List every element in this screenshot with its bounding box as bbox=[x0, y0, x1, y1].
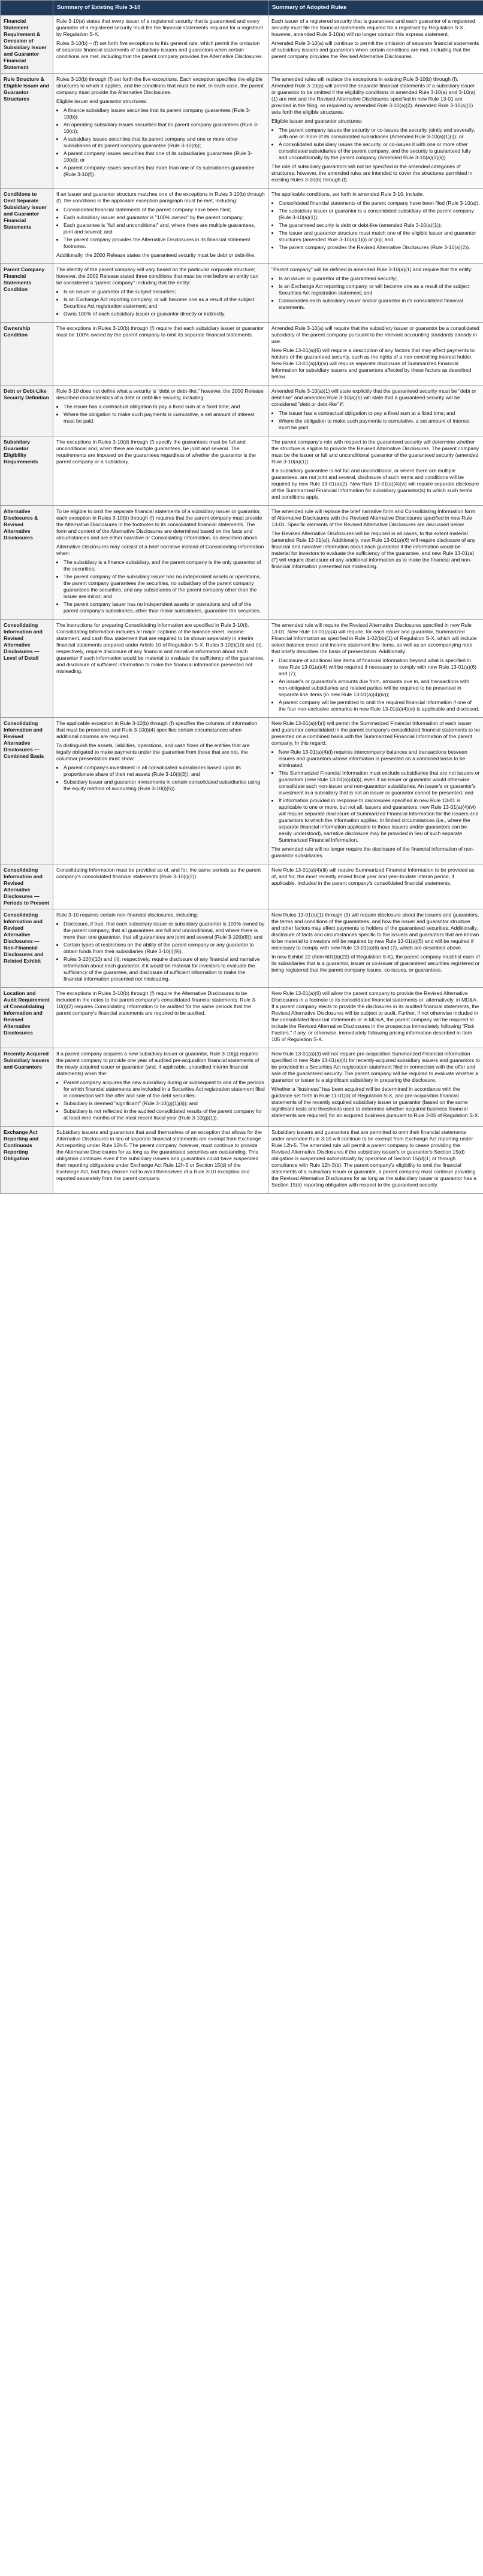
header-topic bbox=[1, 1, 53, 16]
paragraph: Subsidiary issuers and guarantors that are permitted to omit their financial statements under amended Rule 3-10 will continue to be exempt from Exchange Act reporting under Rule 12h-5. The amended rule will permit a parent company to cease providing the Revised Alternative Disclosures if the subsidiary issuer's or guarantor's Section 15(d) obligation is suspended automatically by operation of Section 15(d)(1) or through compliance with Rule 12h-3(b). The parent company's eligibility to omit the financial statements of a subsidiary issuer or guarantor, a parent company must continue providing the Revised Alternative Disclosures for as long as the subsidiary issuer or guarantor has a Section 15(d) reporting obligation with respect to the guaranteed security. bbox=[271, 1129, 477, 1188]
table-row bbox=[1, 1048, 483, 1127]
table-row bbox=[1, 1127, 483, 1194]
bullet-item: • The issuer has a contractual obligation to pay a fixed sum at a fixed time; and bbox=[64, 403, 265, 410]
bullet-item: • A consolidated subsidiary issues the security, or co-issues it with one or more other consolidated subsidiaries of the parent company, and the security is guaranteed fully and unconditionally by the parent company (Amended Rule 3-10(a)(1)(ii)). bbox=[279, 141, 480, 161]
bullet-item: • The subsidiary is a finance subsidiary, and the parent company is the only guarantor of the securities; bbox=[64, 559, 265, 572]
adopted-rule-cell bbox=[268, 386, 483, 436]
adopted-rule-cell bbox=[268, 988, 483, 1048]
paragraph: Rules 3-10(b) through (f) set forth the five exceptions. Each exception specifies the eligible structures to which it applies, and the conditions that must be met. In each case, the parent company must provide the Alternative Disclosures. bbox=[56, 76, 264, 96]
bullet-item: • Rules 3-10(i)(10) and (ii), respectively, require disclosure of any financial and narrative information about each guarantor, if it would be material for investors to evaluate the sufficiency of the guarantee, and disclosure of sufficient information to make the financial information presented not misleading. bbox=[64, 956, 265, 982]
existing-rule-cell bbox=[53, 718, 268, 864]
paragraph: Each issuer of a registered security that is guaranteed and each guarantor of a registered security must file the financial statements required for a registrant by Regulation S-X, however, amended Rule 3-10(a) will no longer contain this express statement. bbox=[271, 18, 475, 38]
paragraph: The amended rule will no longer require the disclosure of the financial information of non-guarantor subsidiaries. bbox=[271, 846, 475, 859]
bullet-item: • A parent company issues securities that one of its subsidiaries guarantees (Rule 3-10(e)); or bbox=[64, 150, 265, 163]
paragraph: Eligible issuer and guarantor structures: bbox=[271, 118, 363, 125]
paragraph: New Rule 13-01(a)(4)(iii) will require Summarized Financial Information to be provided as of, and for, the most recently ended fiscal year and year-to-date interim period, if applicable, included in the parent company's consolidated financial statements. bbox=[271, 867, 475, 887]
paragraph: New Rule 13-01(a)(3) will not require pre-acquisition Summarized Financial Information specified in new Rule 13-01(a)(4) for recently-acquired subsidiary issuers and guarantors to be provided in a Securities Act registration statement filed in connection with the offer and sale of the guaranteed security. The parent company will be required to evaluate whether a guarantor or issuer is a significant subsidiary in preparing the disclosure. bbox=[271, 1051, 480, 1084]
table-row bbox=[1, 264, 483, 323]
paragraph: Eligible issuer and guarantor structures: bbox=[56, 98, 147, 105]
bullet-list bbox=[56, 764, 265, 792]
row-topic: Ownership Condition bbox=[1, 323, 53, 386]
adopted-rule-cell bbox=[268, 189, 483, 264]
paragraph: Amended Rule 3-10(a) will continue to permit the omission of separate financial statements of subsidiary issuers and guarantors when certain conditions are met, including that the parent company provides the Revised Alternative Disclosures. bbox=[271, 40, 479, 60]
bullet-item: • Certain types of restrictions on the ability of the parent company or any guarantor to obtain funds from their subsidiaries (Rule 3-10(i)(9)). bbox=[64, 942, 265, 955]
bullet-list bbox=[56, 559, 265, 614]
bullet-list bbox=[56, 207, 265, 250]
header-existing-rule: Summary of Existing Rule 3-10 bbox=[53, 1, 268, 16]
bullet-item: • The guaranteed security is debt or debt-like (amended Rule 3-10(a)(1)); bbox=[279, 222, 480, 229]
table-row bbox=[1, 386, 483, 436]
row-topic: Parent Company Financial Statements Condition bbox=[1, 264, 53, 323]
paragraph: New Rules 13-01(a)(1) through (3) will require disclosure about the issuers and guarantors, the terms and conditions of the guarantees, and how the issuer and guarantor structure and other factors may affect payments to holders of the guaranteed securities. Additionally, disclosure of facts and circumstances specific to the issuers and guarantors that are known to be material to investors will be required by new Rule 13-01(a)(5) and will be required if necessary to comply with new Rule 13-01(a)(6) and (7), which are described above. bbox=[271, 912, 479, 951]
paragraph: In new Exhibit 22 (Item 601(b)(22) of Regulation S-K), the parent company must list each of its subsidiaries that is a guarantor, issuer or co-issuer of guaranteed securities registered or being registered that the parent company issues, co-issues, or guarantees. bbox=[271, 954, 480, 973]
table-row bbox=[1, 506, 483, 620]
table-row bbox=[1, 323, 483, 386]
bullet-item: • The issuer has a contractual obligation to pay a fixed sum at a fixed time; and bbox=[279, 410, 480, 417]
bullet-item: • Is an issuer or guarantor of the guaranteed security; bbox=[279, 275, 480, 282]
paragraph: If an issuer and guarantor structure matches one of the exceptions in Rules 3-10(b) through (f), the conditions in the applicable exception paragraph must be met, including: bbox=[56, 191, 265, 204]
paragraph: The amended rules will replace the exceptions in existing Rule 3-10(b) through (f). Amended Rule 3-10(a) will permit the separate financial statements of a subsidiary issuer or guarantor to be omitted if the eligibility conditions in amended Rule 3-10(a) and 3-10(a)(1) are met and the Revised Alternative Disclosures specified in new Rule 13-01 are provided in the filing, as required by amended Rule 3-10(a)(2). Amended Rule 3-10(a)(1) sets forth the eligible structures. bbox=[271, 76, 476, 116]
table-row bbox=[1, 189, 483, 264]
row-topic: Consolidating Information and Revised Alternative Disclosures — Level of Detail bbox=[1, 620, 53, 718]
bullet-item: • An operating subsidiary issues securities that its parent company guarantees (Rule 3-10(c)); bbox=[64, 122, 265, 135]
table-row bbox=[1, 74, 483, 189]
table-row bbox=[1, 988, 483, 1048]
adopted-rule-cell bbox=[268, 1127, 483, 1194]
existing-rule-cell bbox=[53, 988, 268, 1048]
table-row bbox=[1, 864, 483, 909]
header-adopted-rules: Summary of Adopted Rules bbox=[268, 1, 483, 16]
table-row bbox=[1, 16, 483, 74]
row-topic: Financial Statement Requirement & Omission of Subsidiary Issuer and Guarantor Financial Statement bbox=[1, 16, 53, 74]
adopted-rule-cell bbox=[268, 620, 483, 718]
row-topic: Consolidating Information and Revised Alternative Disclosures — Combined Basis bbox=[1, 718, 53, 864]
existing-rule-cell bbox=[53, 909, 268, 988]
bullet-list bbox=[56, 403, 265, 424]
row-topic: Consolidating Information and Revised Alternative Disclosures — Non-Financial Disclosures and Related Exhibit bbox=[1, 909, 53, 988]
bullet-item: • A parent company will be permitted to omit the required financial information if one of the four non-exclusive scenarios in new Rule 13-01(a)(4)(vi) is applicable and disclosed. bbox=[279, 699, 480, 712]
paragraph: Rule 3-10 does not define what a security is "debt or debt-like;" however, the 2000 Release described characteristics of a debt or debt-like security, including: bbox=[56, 388, 264, 401]
bullet-item: • Disclosure, if true, that each subsidiary issuer or subsidiary guarantor is 100% owned by the parent company, that all guarantees are full and unconditional, and where there is more than one guarantor, that all guarantees are joint and several (Rule 3-10(i)(8)); and bbox=[64, 921, 265, 940]
paragraph: "Parent company" will be defined in amended Rule 3-10(a)(1) and require that the entity: bbox=[271, 266, 473, 273]
bullet-item: • Consolidated financial statements of the parent company have been filed (Rule 3-10(a)); bbox=[279, 200, 480, 207]
bullet-item: • Each subsidiary issuer and guarantor is "100% owned" by the parent company; bbox=[64, 214, 265, 221]
paragraph: Additionally, the 2000 Release states the guaranteed security must be debt or debt-like. bbox=[56, 252, 256, 259]
bullet-item: • New Rule 13-01(a)(4)(i) requires intercompany balances and transactions between issuers and guarantors whose information is presented on a combined basis to be eliminated; bbox=[279, 749, 480, 769]
bullet-item: • The parent company issues the security or co-issues the security, jointly and severally, with one or more of its consolidated subsidiaries (Amended Rule 3-10(a)(1)(i)); or bbox=[279, 127, 480, 140]
paragraph: Rule 3-10(a) states that every issuer of a registered security that is guaranteed and every guarantor of a registered security must file the financial statements required for a registrant by Regulation S-X. bbox=[56, 18, 263, 38]
existing-rule-cell bbox=[53, 386, 268, 436]
bullet-item: • The issuer and guarantor structure must match one of the eligible issuer and guarantor structures (amended Rule 3-10(a)(1)(i) or (ii)); and bbox=[279, 230, 480, 243]
paragraph: Amended Rule 3-10(a)(1) will state explicitly that the guaranteed security must be "debt or debt-like" and amended Rule 3-10(a)(1) will state that a guaranteed security will be considered "debt or debt-like" if: bbox=[271, 388, 476, 408]
bullet-list bbox=[271, 127, 480, 161]
paragraph: The applicable exception in Rule 3-10(b) through (f) specifies the columns of information that must be presented, and Rule 3-10(i)(4) specifies certain circumstances when additional columns are required. bbox=[56, 720, 258, 740]
bullet-item: • This Summarized Financial Information must exclude subsidiaries that are not issuers or guarantors (new Rule 13-01(a)(4)(i)), even if an issuer or guarantor would otherwise consolidate such non-issuer and non-guarantor subsidiaries. An issuer's or guarantor's investment in a subsidiary that is not an issuer or guarantor cannot be presented; and bbox=[279, 770, 480, 796]
adopted-rule-cell bbox=[268, 864, 483, 909]
paragraph: Alternative Disclosures may consist of a brief narrative instead of Consolidating Information when: bbox=[56, 544, 264, 557]
adopted-rule-cell bbox=[268, 16, 483, 74]
table-body bbox=[1, 16, 483, 1194]
existing-rule-cell bbox=[53, 264, 268, 323]
bullet-item: • The parent company provides the Revised Alternative Disclosures (Rule 3-10(a)(2)). bbox=[279, 244, 480, 251]
bullet-list bbox=[271, 657, 480, 712]
paragraph: The exceptions in Rules 3-10(b) through (f) require the Alternative Disclosures to be included in the notes to the parent company's consolidated financial statements. Rule 3-10(i)(2) requires Consolidating Information to be audited for the same periods that the parent company's financial statements are required to be audited. bbox=[56, 990, 257, 1017]
bullet-item: • Subsidiary is not reflected in the audited consolidated results of the parent company for at least nine months of the most recent fiscal year (Rule 3-10(g)(1)). bbox=[64, 1108, 265, 1121]
bullet-item: • Disclosure of additional line items of financial information beyond what is specified in new Rule 13-01(a)(4) will be required if necessary to comply with new Rule 13-01(a)(6) and (7); bbox=[279, 657, 480, 677]
bullet-item: • Subsidiary issuer and guarantor investments in certain consolidated subsidiaries using the equity method of accounting (Rule 3-10(i)(5)). bbox=[64, 779, 265, 792]
paragraph: The applicable conditions, set forth in amended Rule 3-10, include: bbox=[271, 191, 424, 198]
paragraph: The role of subsidiary guarantors will not be specified in the amended categories of structures; however, the amended rules are intended to cover the structures permitted in existing Rules 3-10(b) through (f). bbox=[271, 163, 473, 183]
paragraph: The instructions for preparing Consolidating Information are specified in Rule 3-10(i). Consolidating Information includes all major captions of the balance sheet, income statement, and cash flow statement that are required to be shown separately in interim financial statements prepared under Article 10 of Regulation S-X. Rules 3-10(i)(10) and (ii), respectively, require disclosure of any financial and narrative information about each guarantor if such information would be material to evaluate the sufficiency of the guarantee, and disclosure of sufficient information to make the financial information presented not misleading. bbox=[56, 622, 265, 675]
bullet-list bbox=[56, 289, 265, 317]
bullet-item: • Consolidated financial statements of the parent company have been filed; bbox=[64, 207, 265, 213]
paragraph: Whether a "business" has been acquired will be determined in accordance with the guidance set forth in Rule 11-01(d) of Regulation S-X, and pre-acquisition financial statements of the recently acquired subsidiary issuer or guarantor (based on the same significant tests and thresholds used to determine whether acquired business financial statements are required) for an acquired business pursuant to Rule 3-05 of Regulation S-X. bbox=[271, 1086, 479, 1119]
paragraph: If a parent company acquires a new subsidiary issuer or guarantor, Rule 3-10(g) requires the parent company to provide one year of audited pre-acquisition financial statements of the newly acquired issuer or guarantor (and, if applicable, unaudited interim financial statements) when the: bbox=[56, 1051, 259, 1077]
existing-rule-cell bbox=[53, 1048, 268, 1127]
table-row bbox=[1, 718, 483, 864]
bullet-item: • Each guarantee is "full and unconditional" and, where there are multiple guarantees, joint and several; and bbox=[64, 222, 265, 235]
bullet-item: • Subsidiary is deemed "significant" (Rule 3-10(g)(1)(ii)); and bbox=[64, 1100, 265, 1107]
paragraph: Rule 3-10 requires certain non-financial disclosures, including: bbox=[56, 912, 198, 918]
adopted-rule-cell bbox=[268, 1048, 483, 1127]
bullet-list bbox=[271, 749, 480, 844]
bullet-item: • The parent company of the subsidiary issuer has no independent assets or operations, the parent company guarantees the securities, no subsidiary of the parent company guarantees the securities, and any subsidiaries of the parent company other than the issuer are minor; and bbox=[64, 574, 265, 600]
paragraph: Subsidiary issuers and guarantors that avail themselves of an exception that allows for the Alternative Disclosures in lieu of separate financial statements are exempt from Exchange Act reporting under Rule 12h-5. The parent company, however, must continue to provide the Alternative Disclosures for as long as the guaranteed securities are outstanding. This obligation continues even if the subsidiary issuers and guarantors could have suspended their reporting obligations under Exchange Act Rule 12h-5 or Section 15(d) of the Exchange Act, had they chosen not to avail themselves of a Rule 3-10 exception and reported separately from the parent company. bbox=[56, 1129, 262, 1182]
bullet-item: • A parent company's investment in all consolidated subsidiaries based upon its proportionate share of their net assets (Rule 3-10(i)(3)); and bbox=[64, 764, 265, 778]
bullet-list bbox=[56, 107, 265, 178]
existing-rule-cell bbox=[53, 436, 268, 506]
row-topic: Subsidiary Guarantor Eligibility Requirements bbox=[1, 436, 53, 506]
bullet-item: • The subsidiary issuer or guarantor is a consolidated subsidiary of the parent company (Rule 3-10(a)(1)); bbox=[279, 208, 480, 221]
comparison-table bbox=[0, 0, 483, 1194]
table-row bbox=[1, 436, 483, 506]
bullet-item: • Is an issuer or guarantor of the subject securities; bbox=[64, 289, 265, 295]
adopted-rule-cell bbox=[268, 436, 483, 506]
bullet-item: • An issuer's or guarantor's amounts due from, amounts due to, and transactions with non-obligated subsidiaries and related parties will be required to be presented in separate line items (in new Rule 13-01(a)(4)(iv)); bbox=[279, 678, 480, 698]
table-header-row bbox=[1, 1, 483, 16]
bullet-item: • The parent company provides the Alternative Disclosures in its financial statement footnotes. bbox=[64, 236, 265, 250]
paragraph: The Revised Alternative Disclosures will be required in all cases, to the extent material (amended Rule 13-01(a)). Additionally, new Rule 13-01(a)(6) will require disclosure of any financial and narrative information about each guarantor if the information would be material for investors to evaluate the sufficiency of the guarantee, and new Rule 13-01(a)(7) will require disclosure of any additional information as to make the financial and non-financial information presented not misleading. bbox=[271, 530, 476, 570]
adopted-rule-cell bbox=[268, 74, 483, 189]
bullet-list bbox=[271, 410, 480, 431]
existing-rule-cell bbox=[53, 189, 268, 264]
existing-rule-cell bbox=[53, 16, 268, 74]
paragraph: If a subsidiary guarantee is not full and unconditional, or where there are multiple guarantees, are not joint and several, disclosure of such terms and conditions will be required by new Rule 13-01(a)(2). New Rule 13-01(a)(4)(vi) will require separate disclosure of the Summarized Financial Information for subsidiary guarantor(s) to which such terms and conditions apply. bbox=[271, 468, 479, 500]
paragraph: The exceptions in Rules 3-10(b) through (f) require that each subsidiary issuer or guarantor must be 100% owned by the parent company to omit its separate financial statements. bbox=[56, 325, 264, 338]
adopted-rule-cell bbox=[268, 506, 483, 620]
row-topic: Location and Audit Requirement of Consolidating Information and Revised Alternative Disclosures bbox=[1, 988, 53, 1048]
adopted-rule-cell bbox=[268, 909, 483, 988]
paragraph: Consolidating Information must be provided as of, and for, the same periods as the parent company's consolidated financial statements (Rule 3-10(i)(2)). bbox=[56, 867, 261, 880]
paragraph: Rules 3-10(b) – (f) set forth five exceptions to this general rule, which permit the omission of separate financial statements of subsidiary issuers and guarantors when certain conditions are met, including that the parent company provides the Alternative Disclosures. bbox=[56, 40, 263, 60]
row-topic: Conditions to Omit Separate Subsidiary Issuer and Guarantor Financial Statements bbox=[1, 189, 53, 264]
bullet-item: • A subsidiary issues securities that its parent company and one or more other subsidiaries of its parent company guarantee (Rule 3-10(d)); bbox=[64, 136, 265, 149]
paragraph: Amended Rule 3-10(a) will require that the subsidiary issuer or guarantor be a consolidated subsidiary of the parent company pursuant to the relevant accounting standards already in use. bbox=[271, 325, 479, 345]
paragraph: The parent company's role with respect to the guaranteed security will determine whether the structure is eligible to provide the Revised Alternative Disclosures. The parent company must be the issuer or full and unconditional guarantor of the guaranteed security (amended Rule 3-10(a)(1)). bbox=[271, 439, 479, 465]
bullet-item: • The parent company issuer has no independent assets or operations and all of the parent company's subsidiaries, other than minor subsidiaries, guarantee the securities. bbox=[64, 601, 265, 614]
adopted-rule-cell bbox=[268, 264, 483, 323]
bullet-item: • Is an Exchange Act reporting company, or will become one as a result of the subject Securities Act registration statement; and bbox=[64, 296, 265, 310]
bullet-item: • A parent company issues securities that more than one of its subsidiaries guarantee (Rule 3-10(f)). bbox=[64, 165, 265, 178]
bullet-item: • Where the obligation to make such payments is cumulative, a set amount of interest must be paid. bbox=[64, 411, 265, 424]
row-topic: Rule Structure & Eligible Issuer and Guarantor Structures bbox=[1, 74, 53, 189]
paragraph: The identity of the parent company will vary based on the particular corporate structure; however, the 2000 Release stated three conditions that must be met before an entity can be considered a "parent company" including that the entity: bbox=[56, 266, 259, 286]
bullet-item: • Parent company acquires the new subsidiary during or subsequent to one of the periods for which financial statements are included in a Securities Act registration statement filed in connection with the offer and sale of the debt securities; bbox=[64, 1079, 265, 1099]
table-row bbox=[1, 620, 483, 718]
paragraph: The amended rule will replace the brief narrative form and Consolidating Information form of Alternative Disclosures with the Revised Alternative Disclosures specified in new Rule 13-01. Specific elements of the Revised Alternative Disclosures are discussed below. bbox=[271, 508, 475, 528]
existing-rule-cell bbox=[53, 74, 268, 189]
bullet-list bbox=[271, 200, 480, 251]
existing-rule-cell bbox=[53, 323, 268, 386]
row-topic: Debt or Debt-Like Security Definition bbox=[1, 386, 53, 436]
paragraph: The exceptions in Rules 3-10(d) through (f) specify the guarantees must be full and unconditional and, when there are multiple guarantees, be joint and several. The requirements are imposed on the guarantees regardless of whether the guarantor is the parent company or a subsidiary. bbox=[56, 439, 256, 465]
adopted-rule-cell bbox=[268, 323, 483, 386]
paragraph: New Rule 13-01(a)(6) will allow the parent company to provide the Revised Alternative Disclosures in a footnote to its consolidated financial statements or, alternatively, in MD&A. If a parent company elects to provide the disclosures in its audited financial statements, the Revised Alternative Disclosures will be subject to audit. Further, if not otherwise included in the consolidated financial statements or in MD&A, the parent company will be required to include the Revised Alternative Disclosures in the prospectus immediately following "Risk Factors," if any, or otherwise, immediately following pricing information described in Item 105 of Regulation S-K. bbox=[271, 990, 479, 1043]
bullet-item: • Is an Exchange Act reporting company, or will become one as a result of the subject Securities Act registration statement; and bbox=[279, 283, 480, 296]
bullet-item: • If information provided in response to disclosures specified in new Rule 13-01 is applicable to one or more, but not all, issuers and guarantors, new Rule 13-01(a)(4)(vi) will require separate disclosure of Summarized Financial Information for the issuers and guarantors to which the information applies. In limited circumstances (i.e., where the separate financial information applicable to those issuers and/or guarantors can be easily understood), narrative disclosure may be provided in lieu of such separate Summarized Financial Information. bbox=[279, 797, 480, 844]
row-topic: Recently Acquired Subsidiary Issuers and Guarantors bbox=[1, 1048, 53, 1127]
bullet-list bbox=[56, 1079, 265, 1121]
bullet-list bbox=[56, 921, 265, 982]
existing-rule-cell bbox=[53, 506, 268, 620]
existing-rule-cell bbox=[53, 864, 268, 909]
paragraph: New Rule 13-01(a)(5) will require a description of any factors that may affect payments to holders of the guaranteed security, such as the rights of a non-controlling interest holder. New Rule 13-01(a)(4)(vi) will require separate disclosure of Summarized Financial Information for subsidiary issuers and guarantors affected by these factors as described below. bbox=[271, 347, 475, 380]
table-row bbox=[1, 909, 483, 988]
existing-rule-cell bbox=[53, 1127, 268, 1194]
row-topic: Consolidating Information and Revised Alternative Disclosures — Periods to Present bbox=[1, 864, 53, 909]
bullet-item: • Consolidates each subsidiary issuer and/or guarantor in its consolidated financial statements. bbox=[279, 298, 480, 311]
paragraph: New Rule 13-01(a)(4)(i) will permit the Summarized Financial Information of each issuer and guarantor consolidated in the parent company's consolidated financial statements to be presented on a combined basis with the Summarized Financial Information of the parent company. In this regard: bbox=[271, 720, 481, 747]
existing-rule-cell bbox=[53, 620, 268, 718]
bullet-item: • A finance subsidiary issues securities that its parent company guarantees (Rule 3-10(b)); bbox=[64, 107, 265, 120]
bullet-list bbox=[271, 275, 480, 311]
row-topic: Exchange Act Reporting and Continuous Reporting Obligation bbox=[1, 1127, 53, 1194]
paragraph: To be eligible to omit the separate financial statements of a subsidiary issuer or guarantor, each exception in Rules 3-10(b) through (f) requires that the parent company must provide the Alternative Disclosures in the footnotes to its consolidated financial statements. The form and content of the Alternative Disclosures are determined based on the facts and circumstances and are either narrative or Consolidating Information, as described above. bbox=[56, 508, 262, 541]
bullet-item: • Owns 100% of each subsidiary issuer or guarantor directly or indirectly. bbox=[64, 311, 265, 317]
adopted-rule-cell bbox=[268, 718, 483, 864]
paragraph: To distinguish the assets, liabilities, operations, and cash flows of the entities that are legally obligated to make payments under the guarantee from those that are not, the columnar presentation must show: bbox=[56, 742, 250, 762]
bullet-item: • Where the obligation to make such payments is cumulative, a set amount of interest must be paid. bbox=[279, 418, 480, 431]
row-topic: Alternative Disclosures & Revised Alternative Disclosures bbox=[1, 506, 53, 620]
paragraph: The amended rule will require the Revised Alternative Disclosures specified in new Rule 13-01. New Rule 13-01(a)(4) will require, for each issuer and guarantor, Summarized Financial Information as specified in Rule 1-02(bb)(1) of Regulation S-X, which will include select balance sheet and income statement line items, as well as an accompanying note that briefly describes the basis of presentation. Additionally: bbox=[271, 622, 477, 655]
